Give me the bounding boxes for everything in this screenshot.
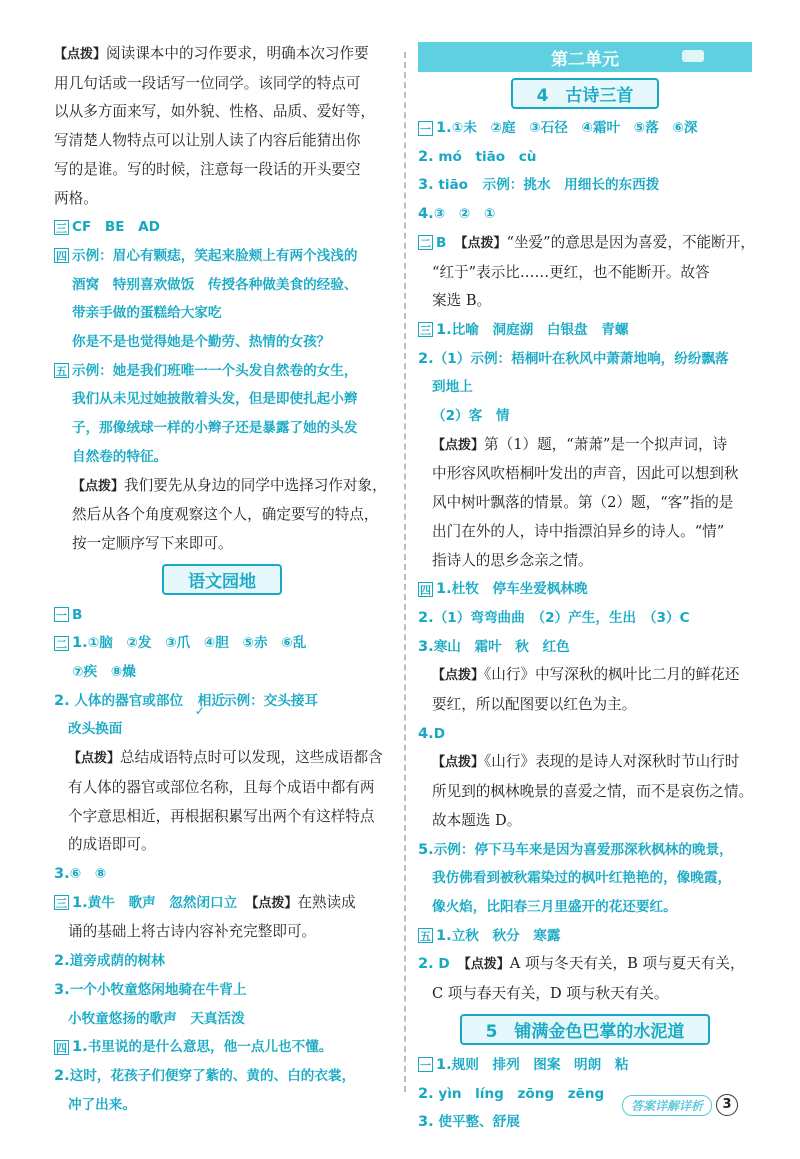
page-footer	[622, 1094, 738, 1116]
item-number: 4.	[418, 724, 434, 742]
section-marker: 三	[56, 897, 67, 911]
answer: 挑水 用细长的东西拨	[523, 177, 660, 194]
answer: 我们从未见过她披散着头发，但是即使扎起小辫	[72, 391, 358, 408]
text-line: 所见到的枫林晚景的喜爱之情，而不是哀伤之情。	[432, 783, 754, 801]
answer: （1）弯弯曲曲 （2）产生，生出 （3）C	[433, 609, 690, 626]
text-line: “红于”表示比……更红，也不能断开。故答	[432, 263, 710, 281]
text-line: 《山行》中写深秋的枫叶比二月的鲜花还	[484, 666, 740, 684]
right-column	[418, 40, 755, 1137]
text-line: 指诗人的思乡念亲之情。	[432, 551, 593, 569]
text-line: 有人体的器官或部位名称，且每个成语中都有两	[68, 778, 375, 796]
item-number: 2.	[54, 952, 70, 970]
answer: 人体的器官或部位	[74, 692, 184, 709]
answer: 使平整、舒展	[438, 1114, 520, 1131]
answer: 我仿佛看到被秋霜染过的枫叶红艳艳的，像晚霞，	[432, 870, 732, 887]
section-marker: 四	[56, 250, 67, 264]
column-divider	[404, 52, 406, 1092]
answer: 交头接耳	[263, 692, 319, 709]
section-marker: 二	[420, 237, 431, 251]
section-marker: 一	[420, 122, 431, 136]
answer: B	[72, 606, 83, 623]
answer: 到地上	[432, 379, 473, 396]
text-line: 然后从各个角度观察这个人，确定要写的特点，	[72, 506, 379, 524]
text-line: “坐爱”的意思是因为喜爱，不能断开，	[506, 233, 755, 251]
lesson-title: 4 古诗三首	[511, 78, 660, 109]
answer: 子，那像绒球一样的小辫子还是暴露了她的头发	[72, 420, 358, 437]
answer: ③ ② ①	[433, 206, 496, 223]
answer: 这时，花孩子们便穿了紫的、黄的、白的衣裳，	[69, 1067, 356, 1084]
lesson-banner	[418, 1015, 752, 1045]
text-line: 诵的基础上将古诗内容补充完整即可。	[68, 923, 317, 941]
item-number: 2.	[418, 1084, 434, 1102]
bus-icon	[682, 50, 704, 62]
answer: 杜牧 停车坐爱枫林晚	[451, 581, 588, 598]
item-number: 3.	[54, 864, 70, 882]
answer: yìn líng zōng zēng	[438, 1085, 605, 1102]
item-number: 3.	[418, 1113, 434, 1131]
text-line: 写清楚人物特点可以让别人读了内容后能猜出你	[54, 132, 361, 150]
answer: 相近	[197, 692, 225, 709]
text-line: 阅读课本中的习作要求，明确本次习作要	[106, 45, 369, 62]
answer: D	[438, 956, 450, 973]
text-line: 我们要先从身边的同学中选择习作对象，	[124, 476, 387, 494]
item-number: 2.	[418, 955, 434, 973]
section-marker: 三	[56, 221, 67, 235]
text-line: 案选 B。	[432, 292, 492, 310]
example-label: 示例：	[222, 692, 264, 709]
text-line: 写的是谁。写的时候，注意每一段话的开头要空	[54, 160, 361, 178]
note-tag: 【点拨】	[432, 668, 485, 684]
text-line: 要红，所以配图要以红色为主。	[432, 696, 637, 714]
item-number: 3.	[54, 980, 70, 998]
text-line: 的成语即可。	[68, 836, 156, 854]
example-label: 示例：	[470, 350, 512, 367]
answer: mó tiāo cù	[438, 148, 537, 165]
section-marker: 二	[56, 637, 67, 651]
answer: ⑥ ⑧	[69, 865, 107, 882]
text-line: A 项与冬天有关，B 项与夏天有关，	[509, 955, 745, 973]
note-tag: 【点拨】	[432, 437, 485, 453]
note-tag: 【点拨】	[68, 751, 121, 767]
answer: 梧桐叶在秋风中萧萧地响，纷纷飘落	[511, 350, 729, 367]
answer: 带亲手做的蛋糕给大家吃	[72, 305, 222, 322]
text-line: 出门在外的人，诗中指漂泊异乡的诗人。“情”	[432, 522, 725, 540]
answer: 改头换面	[68, 721, 123, 738]
answer: 一个小牧童悠闲地骑在牛背上	[69, 981, 247, 998]
section-marker: 一	[56, 609, 67, 623]
text-line: 故本题选 D。	[432, 811, 522, 829]
page-number: 3	[716, 1094, 738, 1116]
answer: 黄牛 歌声 忽然闭口立	[87, 894, 238, 911]
note-tag: 【点拨】	[72, 478, 125, 494]
section-marker: 三	[420, 324, 431, 338]
section-marker: 五	[420, 930, 431, 944]
item-number: 1.	[72, 634, 88, 652]
lesson-banner	[418, 78, 752, 108]
answer: 比喻 洞庭湖 白银盘 青螺	[451, 321, 629, 338]
answer: 像火焰，比阳春三月里盛开的花还要红。	[432, 898, 677, 915]
item-number: 2.	[54, 1066, 70, 1084]
lesson-title: 5 铺满金色巴掌的水泥道	[460, 1014, 711, 1045]
item-number: 2.	[418, 147, 434, 165]
answer: 酒窝 特别喜欢做饭 传授各种做美食的经验、	[72, 276, 358, 293]
example-label: 示例：	[433, 841, 475, 858]
item-number: 2.	[54, 691, 70, 709]
note-tag: 【点拨】	[251, 895, 298, 911]
answer: 自然卷的特征。	[72, 448, 168, 465]
item-number: 4.	[418, 205, 434, 223]
answer: 停下马车来是因为喜爱那深秋枫林的晚景，	[474, 841, 733, 858]
example-label: 示例：	[72, 247, 113, 264]
note-tag: 【点拨】	[54, 47, 107, 62]
answer: （2）客 情	[432, 408, 510, 425]
item-number: 3.	[418, 637, 434, 655]
text-line: 个字意思相近，再根据积累写出两个有这样特点	[68, 807, 375, 825]
answer: 道旁成荫的树林	[69, 953, 165, 970]
left-column	[54, 40, 390, 1119]
answer: B	[436, 234, 447, 251]
answer: 规则 排列 图案 明朗 粘	[451, 1056, 629, 1073]
text-line: 总结成语特点时可以发现，这些成语都含	[120, 749, 383, 767]
answer: tiāo	[438, 177, 469, 194]
section-banner	[54, 565, 390, 595]
answer: 书里说的是什么意思，他一点儿也不懂。	[87, 1039, 333, 1056]
example-label: 示例：	[482, 177, 524, 194]
answer: 她是我们班唯一一个头发自然卷的女生，	[112, 362, 358, 379]
item-number: 1.	[436, 320, 452, 338]
text-line: C 项与春天有关，D 项与秋天有关。	[432, 985, 669, 1003]
text-line: 按一定顺序写下来即可。	[72, 534, 233, 552]
item-number: 1.	[436, 119, 452, 136]
unit-title: 第二单元	[551, 49, 619, 70]
section-marker: 四	[56, 1041, 67, 1055]
answer: D	[433, 725, 445, 742]
answer: ①脑 ②发 ③爪 ④胆 ⑤赤 ⑥乱	[87, 635, 307, 652]
text-line: 两格。	[54, 189, 98, 207]
section-marker: 一	[420, 1059, 431, 1073]
answer: 眉心有颗痣，笑起来脸颊上有两个浅浅的	[112, 247, 358, 264]
section-marker: 五	[56, 365, 67, 379]
answer: 立秋 秋分 寒露	[451, 927, 561, 944]
answer: 小牧童悠扬的歌声 天真活泼	[68, 1010, 245, 1027]
note-tag: 【点拨】	[464, 957, 510, 973]
item-number: 1.	[436, 926, 452, 944]
answer: ①未 ②庭 ③石径 ④霜叶 ⑤落 ⑥深	[451, 120, 698, 136]
item-number: 5.	[418, 840, 434, 858]
text-line: 《山行》表现的是诗人对深秋时节山行时	[484, 753, 740, 771]
text-line: 以从多方面来写，如外貌、性格、品质、爱好等，	[54, 103, 376, 121]
text-line: 风中树叶飘落的情景。第（2）题，“客”指的是	[432, 494, 734, 512]
answer: ⑦疾 ⑧燥	[72, 664, 136, 681]
item-number: 1.	[72, 1038, 88, 1056]
item-number: 1.	[436, 1055, 452, 1073]
answer: 冲了出来。	[68, 1096, 136, 1113]
text-line: 在熟读成	[297, 893, 356, 911]
check-mark-icon: ✓	[194, 703, 205, 718]
text-line: 用几句话或一段话写一位同学。该同学的特点可	[54, 74, 361, 92]
example-label: 示例：	[72, 362, 113, 379]
item-number: 3.	[418, 176, 434, 194]
answer: 寒山 霜叶 秋 红色	[433, 638, 570, 655]
item-number: 1.	[72, 893, 88, 911]
item-number: 2.	[418, 608, 434, 626]
banner-title: 语文园地	[162, 564, 282, 595]
item-number: 2.	[418, 349, 434, 367]
answer: 你是不是也觉得她是个勤劳、热情的女孩？	[72, 334, 331, 351]
footer-label: 答案详解详析	[622, 1095, 712, 1116]
item-number: 1.	[436, 580, 452, 598]
answer: （1）	[433, 350, 471, 367]
text-line: 中形容风吹梧桐叶发出的声音，因此可以想到秋	[432, 465, 739, 483]
text-line: 第（1）题，“萧萧”是一个拟声词，诗	[484, 435, 728, 453]
note-tag: 【点拨】	[460, 235, 507, 251]
section-marker: 四	[420, 583, 431, 597]
unit-header	[418, 42, 752, 72]
note-tag: 【点拨】	[432, 755, 485, 771]
answer: CF BE AD	[72, 219, 160, 236]
